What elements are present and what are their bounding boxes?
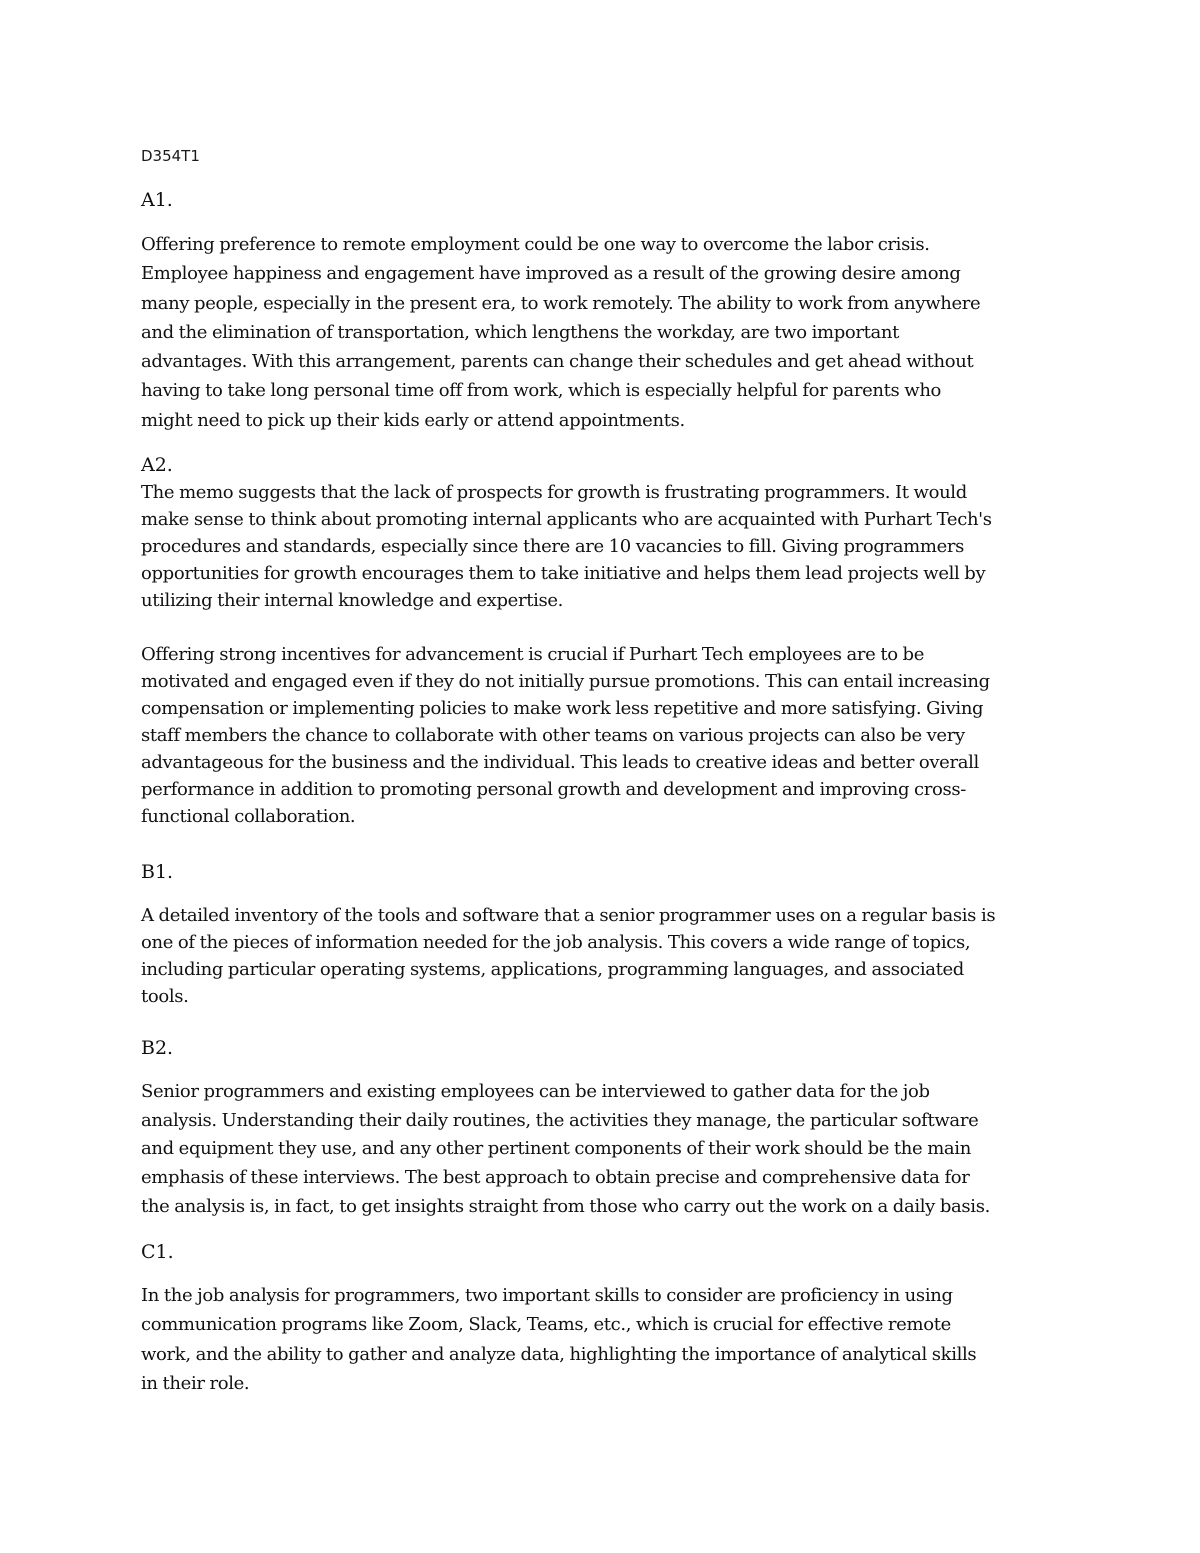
text-line: and equipment they use, and any other pertinent components of their work should be the main bbox=[141, 1138, 971, 1160]
text-line: the analysis is, in fact, to get insights straight from those who carry out the work on a daily basis. bbox=[141, 1195, 990, 1217]
section-b2-paragraph bbox=[141, 1078, 1081, 1222]
text-line: work, and the ability to gather and analyze data, highlighting the importance of analytical skills bbox=[141, 1343, 977, 1365]
text-line: tools. bbox=[141, 986, 189, 1007]
text-line: In the job analysis for programmers, two important skills to consider are proficiency in using bbox=[141, 1285, 953, 1306]
section-c1-paragraph bbox=[141, 1281, 1081, 1398]
section-a2-paragraph-2 bbox=[141, 641, 1081, 830]
text-line: Employee happiness and engagement have improved as a result of the growing desire among bbox=[141, 263, 961, 285]
text-line: performance in addition to promoting personal growth and development and improving cross- bbox=[141, 779, 967, 800]
section-a1-paragraph bbox=[141, 230, 1081, 435]
text-line: compensation or implementing policies to make work less repetitive and more satisfying. Giving bbox=[141, 698, 984, 719]
text-line: utilizing their internal knowledge and expertise. bbox=[141, 590, 564, 611]
text-line: Offering strong incentives for advancement is crucial if Purhart Tech employees are to be bbox=[141, 644, 925, 665]
section-heading-a1: A1. bbox=[141, 189, 173, 211]
text-line: analysis. Understanding their daily routines, the activities they manage, the particular software bbox=[141, 1109, 979, 1131]
text-line: many people, especially in the present era, to work remotely. The ability to work from anywhere bbox=[141, 292, 981, 314]
text-line: functional collaboration. bbox=[141, 806, 356, 827]
text-line: one of the pieces of information needed for the job analysis. This covers a wide range of topics, bbox=[141, 932, 971, 953]
text-line: staff members the chance to collaborate with other teams on various projects can also be very bbox=[141, 725, 965, 746]
text-line: having to take long personal time off from work, which is especially helpful for parents who bbox=[141, 380, 942, 402]
text-line: and the elimination of transportation, which lengthens the workday, are two important bbox=[141, 321, 900, 343]
text-line: motivated and engaged even if they do not initially pursue promotions. This can entail increasing bbox=[141, 671, 990, 692]
text-line: advantageous for the business and the individual. This leads to creative ideas and better overall bbox=[141, 752, 979, 773]
section-heading-b2: B2. bbox=[141, 1037, 174, 1059]
text-line: The memo suggests that the lack of prospects for growth is frustrating programmers. It would bbox=[141, 482, 967, 503]
section-a2-paragraph-1 bbox=[141, 479, 1081, 614]
section-heading-b1: B1. bbox=[141, 861, 174, 883]
text-line: including particular operating systems, applications, programming languages, and associated bbox=[141, 959, 964, 980]
text-line: communication programs like Zoom, Slack, Teams, etc., which is crucial for effective remote bbox=[141, 1314, 951, 1336]
text-line: might need to pick up their kids early or attend appointments. bbox=[141, 409, 685, 431]
text-line: emphasis of these interviews. The best approach to obtain precise and comprehensive data for bbox=[141, 1167, 970, 1189]
text-line: A detailed inventory of the tools and software that a senior programmer uses on a regular basis is bbox=[141, 905, 996, 926]
text-line: make sense to think about promoting internal applicants who are acquainted with Purhart Tech's bbox=[141, 509, 992, 530]
section-heading-c1: C1. bbox=[141, 1241, 174, 1263]
section-b1-paragraph bbox=[141, 902, 1081, 1010]
document-id: D354T1 bbox=[141, 147, 200, 165]
text-line: Offering preference to remote employment could be one way to overcome the labor crisis. bbox=[141, 234, 930, 255]
text-line: opportunities for growth encourages them to take initiative and helps them lead projects well by bbox=[141, 563, 986, 584]
text-line: procedures and standards, especially since there are 10 vacancies to fill. Giving programmers bbox=[141, 536, 965, 557]
text-line: in their role. bbox=[141, 1372, 250, 1394]
text-line: Senior programmers and existing employees can be interviewed to gather data for the job bbox=[141, 1081, 930, 1102]
text-line: advantages. With this arrangement, parents can change their schedules and get ahead without bbox=[141, 351, 974, 373]
section-heading-a2: A2. bbox=[141, 454, 173, 476]
